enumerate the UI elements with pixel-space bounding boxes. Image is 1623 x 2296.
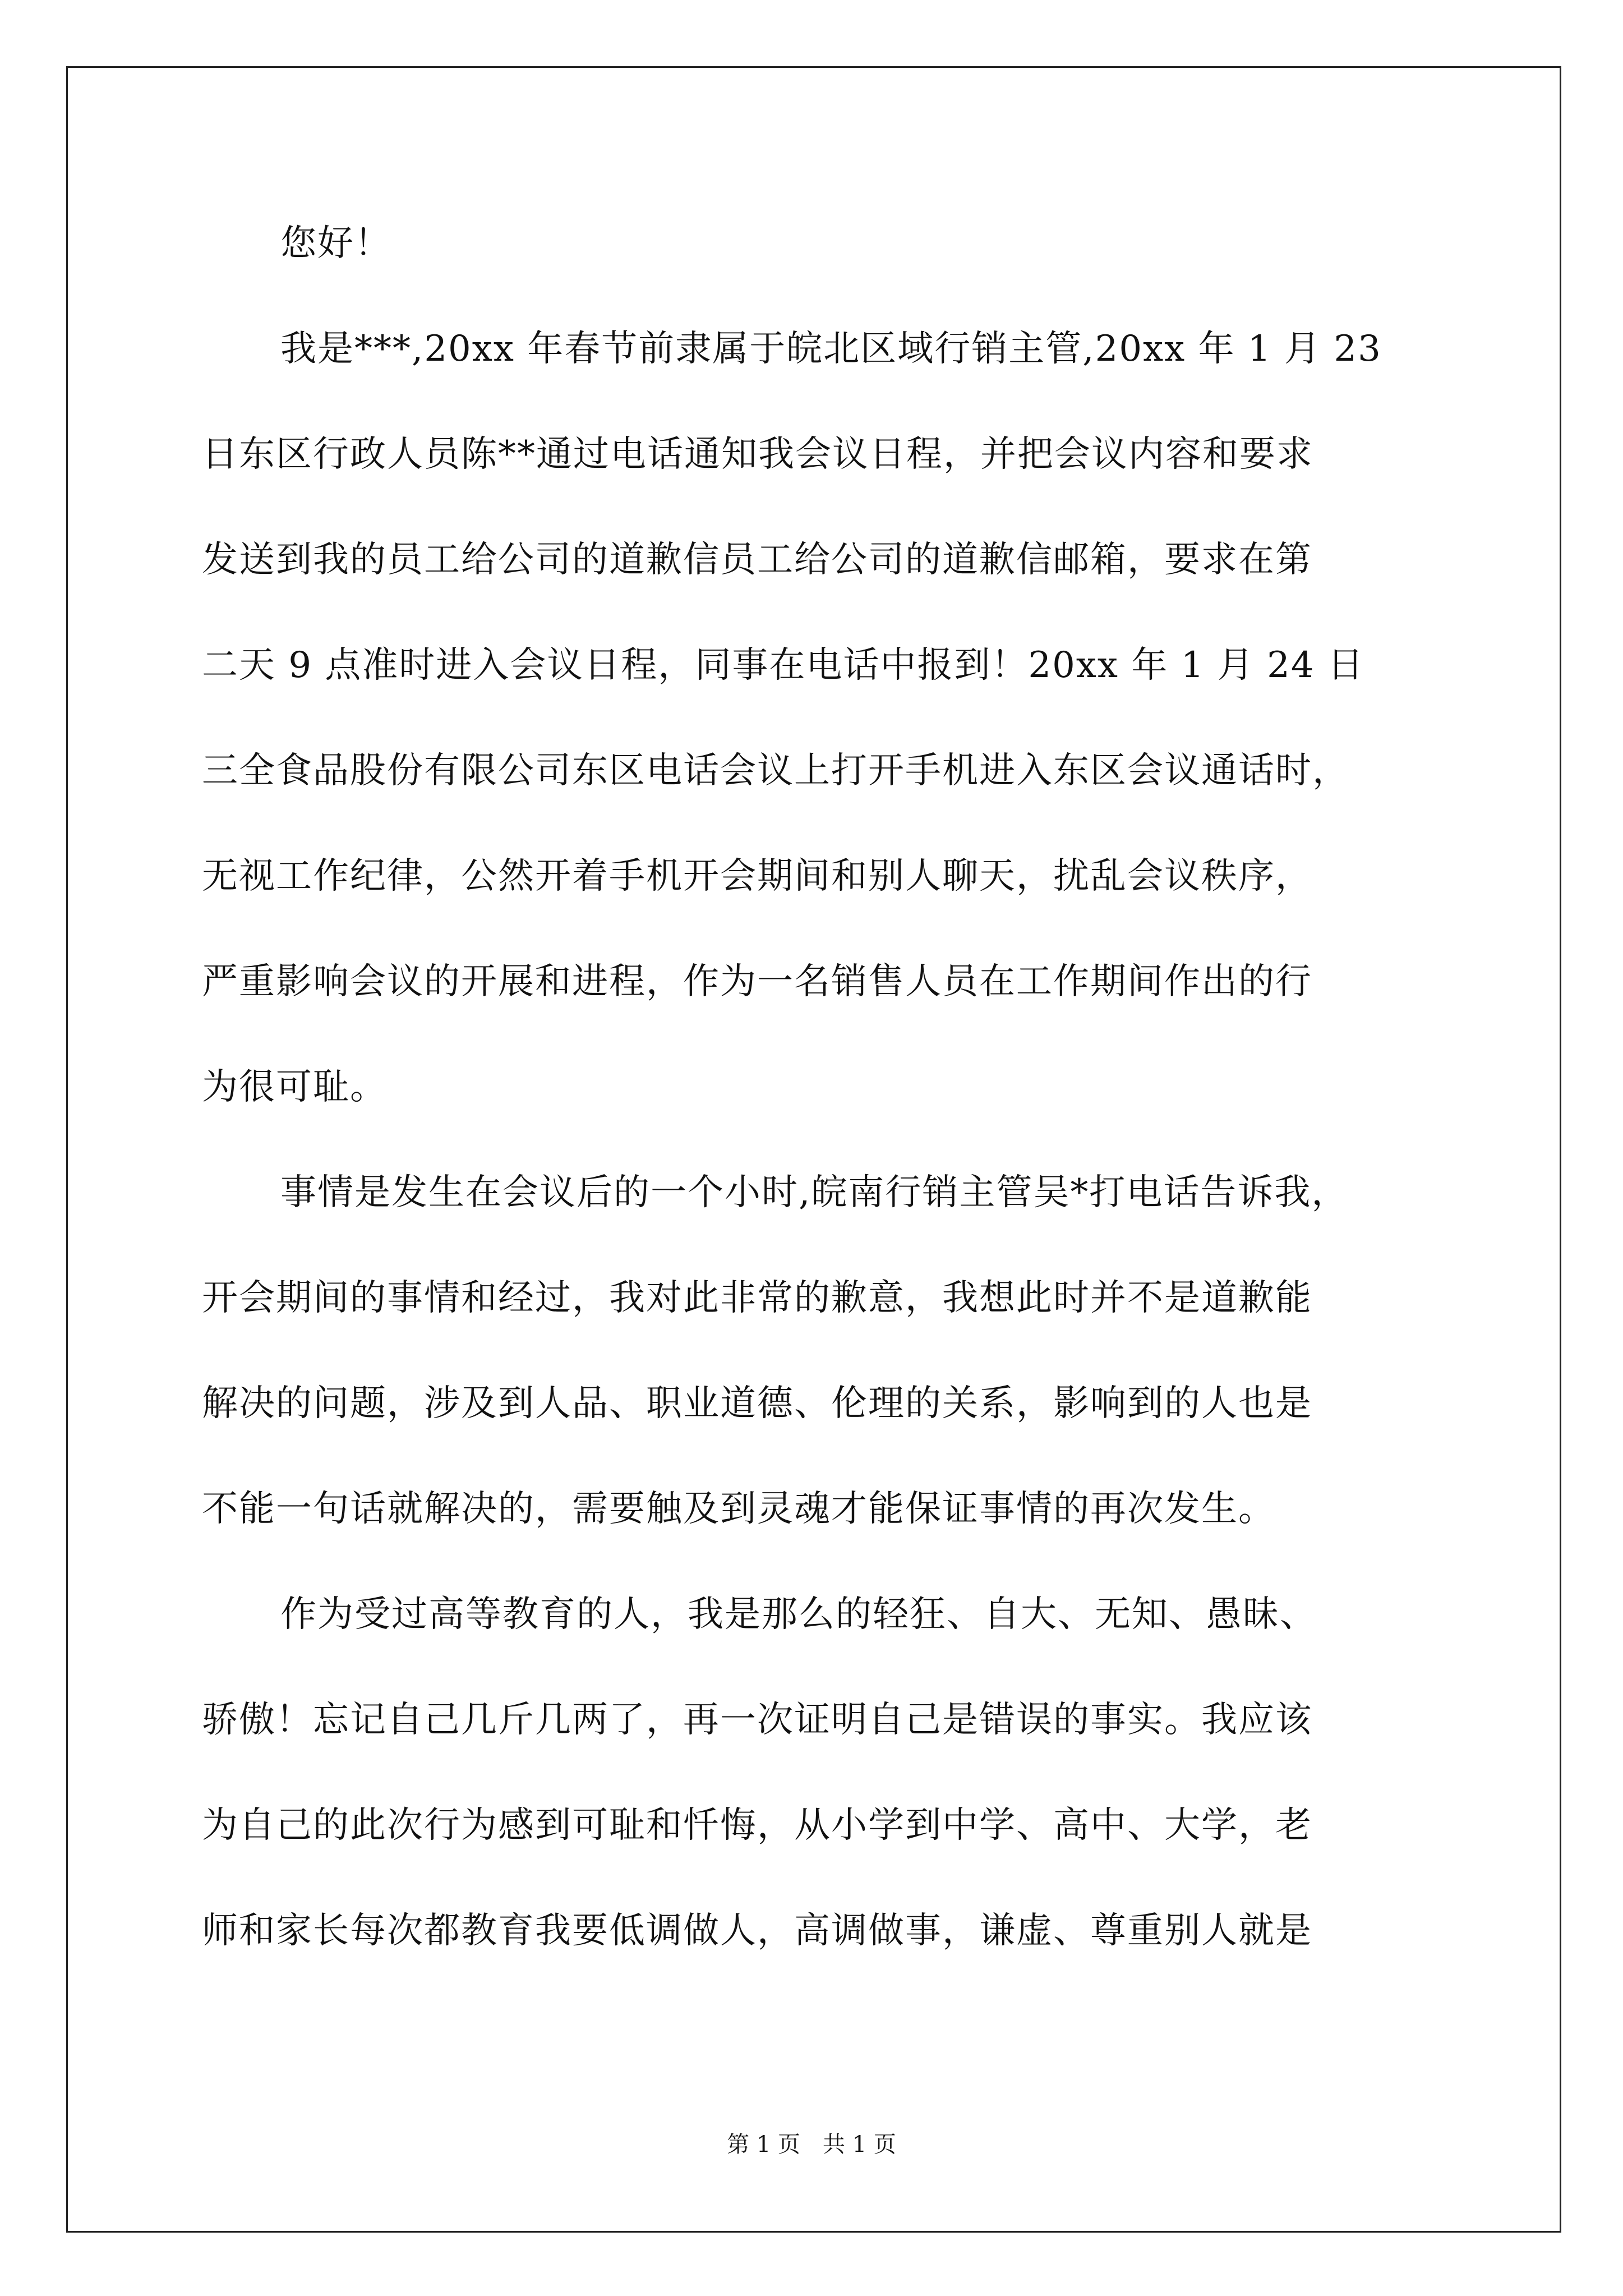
- paragraph-1-line-4: 二天 9 点准时进入会议日程，同事在电话中报到！20xx 年 1 月 24 日: [202, 645, 1364, 686]
- paragraph-1-line-5: 三全食品股份有限公司东区电话会议上打开手机进入东区会议通话时，: [202, 750, 1349, 792]
- paragraph-3-line-3: 为自己的此次行为感到可耻和忏悔，从小学到中学、高中、大学，老: [202, 1805, 1312, 1846]
- page-border: [66, 66, 1561, 2233]
- paragraph-1-line-1: 我是***,20xx 年春节前隶属于皖北区域行销主管,20xx 年 1 月 23: [280, 328, 1382, 370]
- paragraph-2-line-3: 解决的问题，涉及到人品、职业道德、伦理的关系，影响到的人也是: [202, 1383, 1312, 1424]
- paragraph-2-line-2: 开会期间的事情和经过，我对此非常的歉意，我想此时并不是道歉能: [202, 1277, 1312, 1319]
- paragraph-1-line-8: 为很可耻。: [202, 1066, 387, 1108]
- paragraph-3-line-2: 骄傲！忘记自己几斤几两了，再一次证明自己是错误的事实。我应该: [202, 1699, 1312, 1741]
- paragraph-1-line-6: 无视工作纪律，公然开着手机开会期间和别人聊天，扰乱会议秩序，: [202, 855, 1312, 897]
- paragraph-2-line-1: 事情是发生在会议后的一个小时,皖南行销主管吴*打电话告诉我，: [280, 1172, 1349, 1213]
- paragraph-1-line-7: 严重影响会议的开展和进程，作为一名销售人员在工作期间作出的行: [202, 961, 1312, 1002]
- paragraph-3-line-4: 师和家长每次都教育我要低调做人，高调做事，谦虚、尊重别人就是: [202, 1910, 1312, 1952]
- page-number-footer: 第 1 页 共 1 页: [727, 2132, 896, 2157]
- paragraph-3-line-1: 作为受过高等教育的人，我是那么的轻狂、自大、无知、愚昧、: [280, 1594, 1317, 1635]
- paragraph-1-line-3: 发送到我的员工给公司的道歉信员工给公司的道歉信邮箱，要求在第: [202, 539, 1312, 581]
- greeting-line: 您好！: [280, 223, 391, 264]
- paragraph-2-line-4: 不能一句话就解决的，需要触及到灵魂才能保证事情的再次发生。: [202, 1488, 1275, 1530]
- paragraph-1-line-2: 日东区行政人员陈**通过电话通知我会议日程，并把会议内容和要求: [202, 434, 1313, 475]
